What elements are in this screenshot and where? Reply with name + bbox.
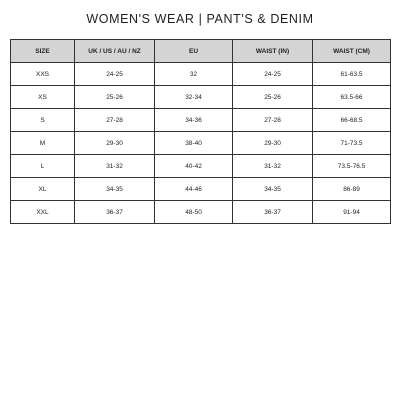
cell-waist-cm: 63.5-66: [313, 86, 391, 109]
cell-waist-cm: 73.5-76.5: [313, 155, 391, 178]
cell-eu: 32-34: [155, 86, 233, 109]
size-chart-table: [10, 39, 391, 224]
cell-waist-in: 31-32: [233, 155, 313, 178]
cell-size: XXS: [11, 63, 75, 86]
cell-size: XXL: [11, 201, 75, 224]
cell-waist-cm: 66-68.5: [313, 109, 391, 132]
cell-waist-cm: 91-94: [313, 201, 391, 224]
table-header-row: [11, 40, 391, 63]
header-waist-in: WAIST (IN): [233, 40, 313, 63]
cell-size: L: [11, 155, 75, 178]
page-title: WOMEN'S WEAR | PANT'S & DENIM: [86, 12, 314, 26]
cell-waist-in: 36-37: [233, 201, 313, 224]
table-row: [11, 178, 391, 201]
table-row: [11, 155, 391, 178]
cell-waist-in: 24-25: [233, 63, 313, 86]
cell-waist-cm: 61-63.5: [313, 63, 391, 86]
cell-eu: 32: [155, 63, 233, 86]
cell-eu: 44-46: [155, 178, 233, 201]
cell-size: M: [11, 132, 75, 155]
table-row: [11, 201, 391, 224]
cell-size: XL: [11, 178, 75, 201]
header-eu: EU: [155, 40, 233, 63]
header-size: SIZE: [11, 40, 75, 63]
table-row: [11, 109, 391, 132]
cell-eu: 40-42: [155, 155, 233, 178]
cell-eu: 34-36: [155, 109, 233, 132]
table-row: [11, 132, 391, 155]
cell-uk-us-au-nz: 25-26: [75, 86, 155, 109]
cell-uk-us-au-nz: 24-25: [75, 63, 155, 86]
cell-waist-cm: 86-89: [313, 178, 391, 201]
cell-uk-us-au-nz: 34-35: [75, 178, 155, 201]
cell-size: XS: [11, 86, 75, 109]
cell-waist-in: 25-26: [233, 86, 313, 109]
cell-eu: 38-40: [155, 132, 233, 155]
cell-waist-in: 29-30: [233, 132, 313, 155]
cell-eu: 48-50: [155, 201, 233, 224]
header-uk-us-au-nz: UK / US / AU / NZ: [75, 40, 155, 63]
cell-size: S: [11, 109, 75, 132]
cell-waist-in: 27-28: [233, 109, 313, 132]
cell-uk-us-au-nz: 36-37: [75, 201, 155, 224]
cell-waist-cm: 71-73.5: [313, 132, 391, 155]
header-waist-cm: WAIST (CM): [313, 40, 391, 63]
cell-uk-us-au-nz: 27-28: [75, 109, 155, 132]
cell-uk-us-au-nz: 31-32: [75, 155, 155, 178]
table-row: [11, 86, 391, 109]
table-row: [11, 63, 391, 86]
cell-waist-in: 34-35: [233, 178, 313, 201]
cell-uk-us-au-nz: 29-30: [75, 132, 155, 155]
